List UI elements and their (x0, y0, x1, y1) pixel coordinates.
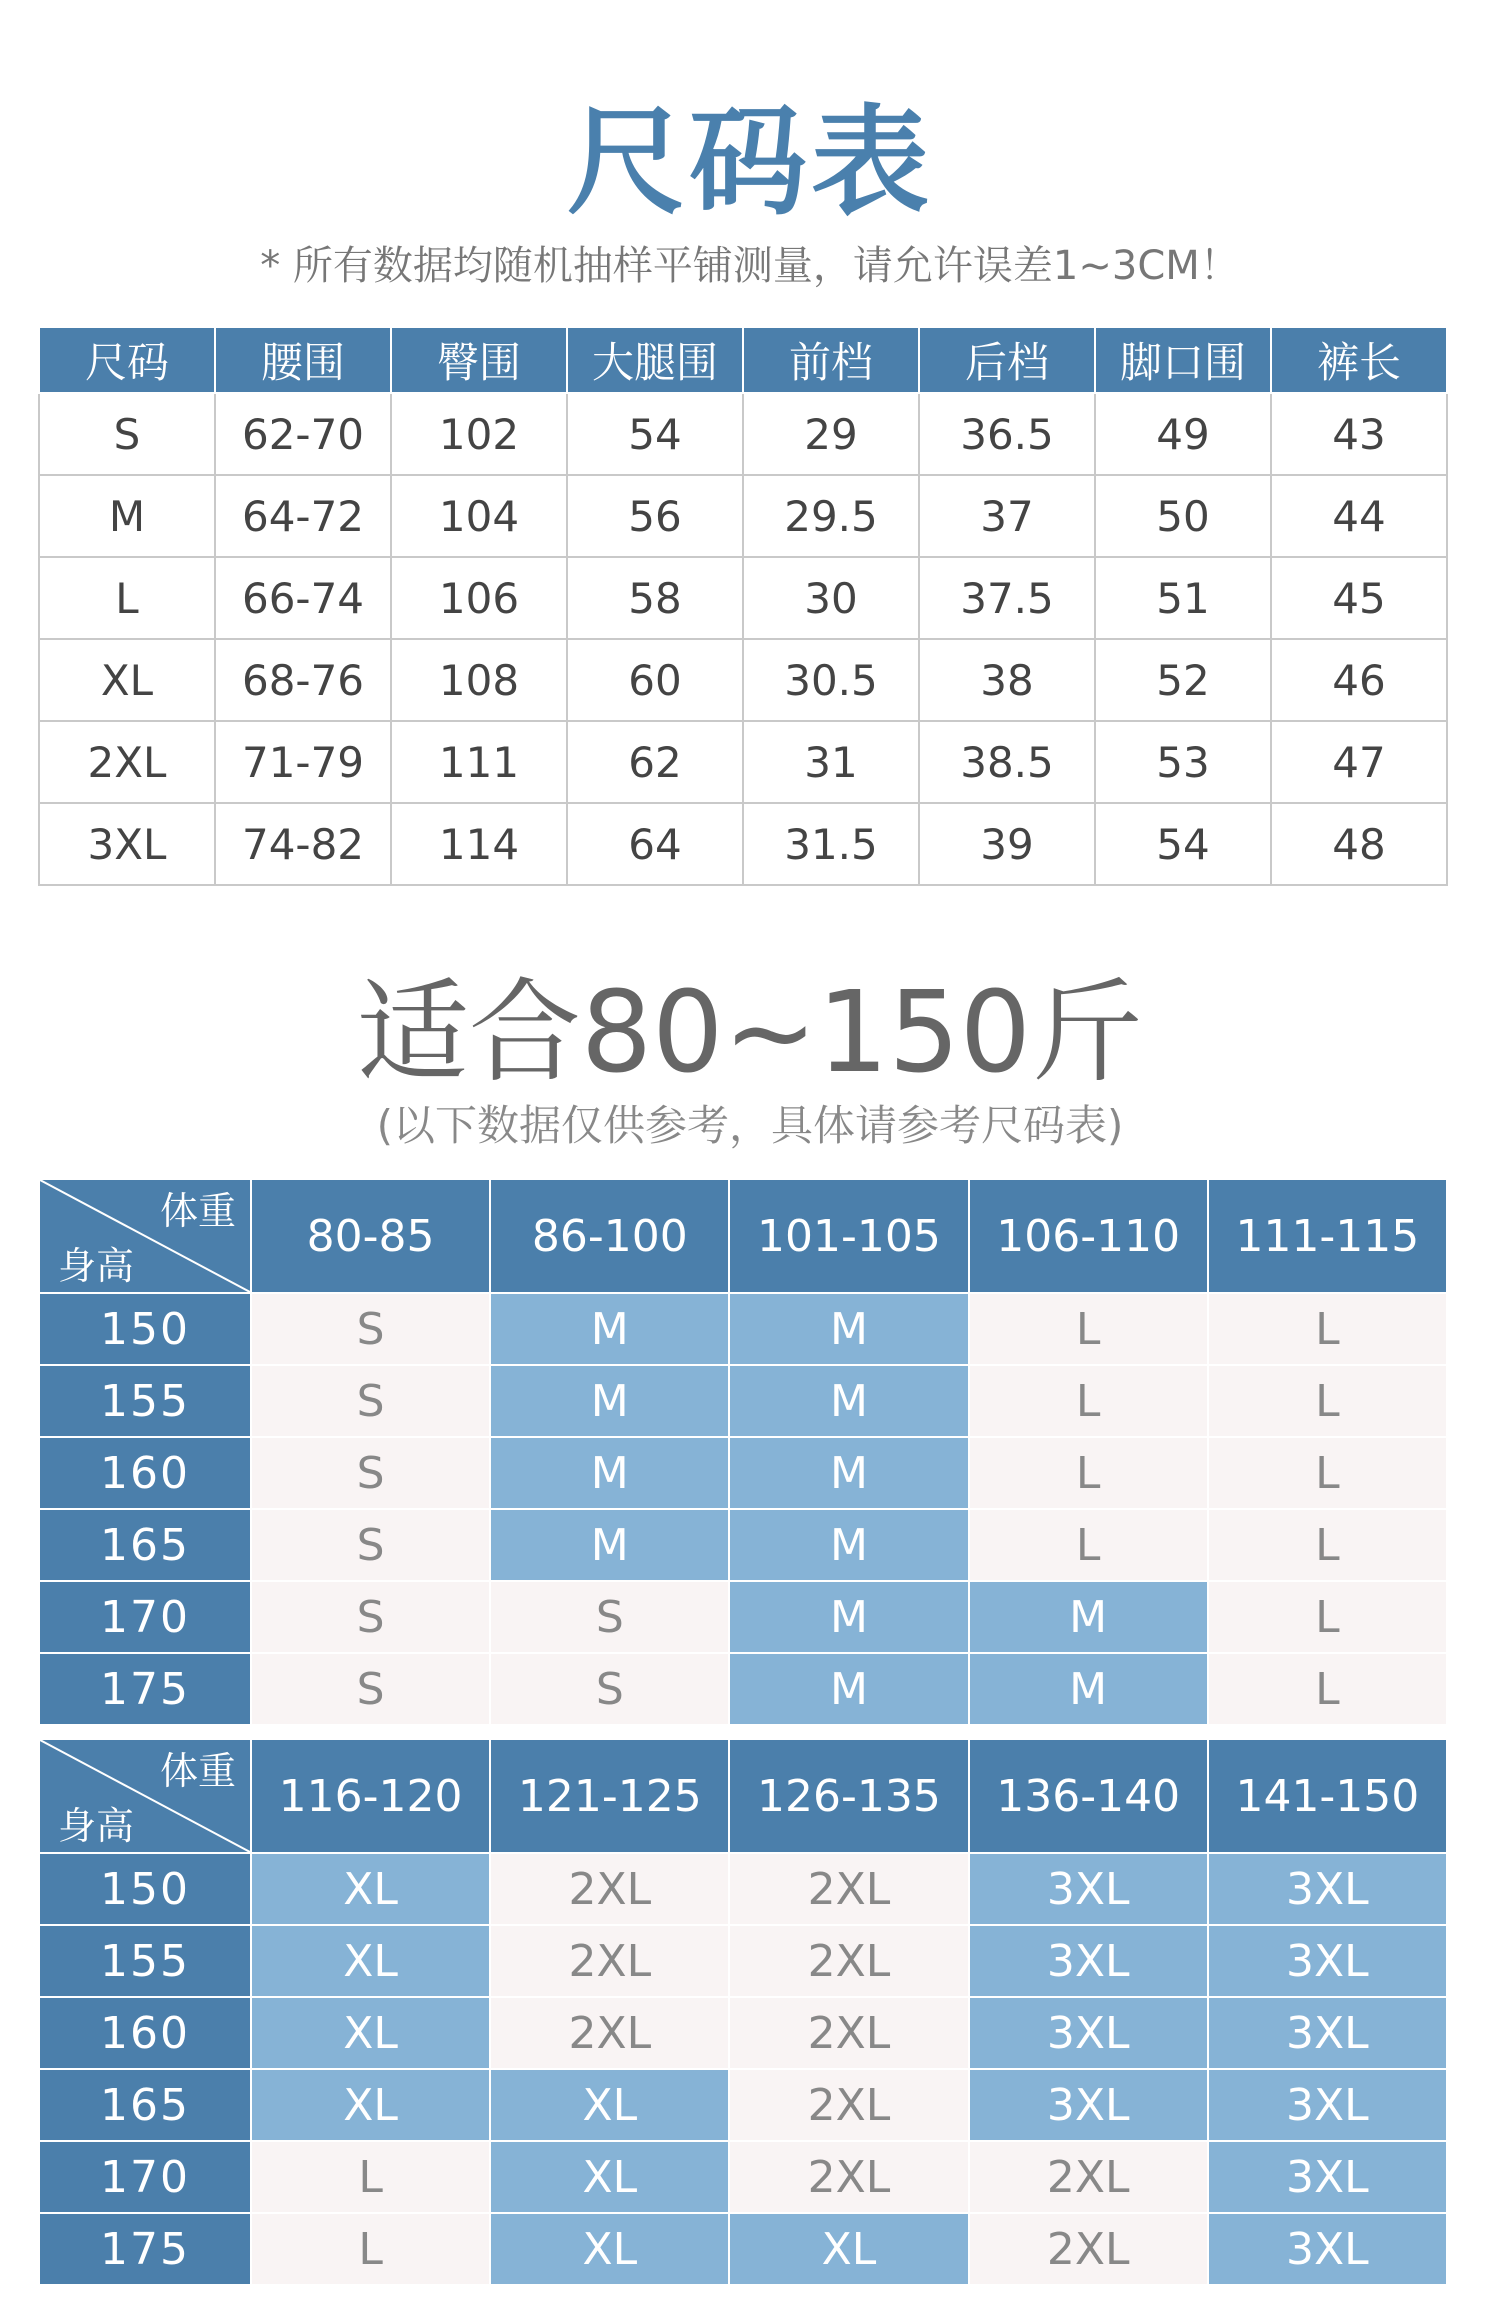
recommended-size-cell: 3XL (1208, 1997, 1447, 2069)
recommended-size-cell: L (1208, 1293, 1447, 1365)
size-label-cell: 3XL (39, 803, 215, 885)
corner-diagonal-header (40, 1180, 250, 1292)
size-chart-column-header: 大腿围 (567, 327, 743, 393)
recommended-size-cell: XL (490, 2069, 729, 2141)
page-title: 尺码表 (566, 93, 933, 231)
measurement-cell: 47 (1271, 721, 1447, 803)
measurement-cell: 29.5 (743, 475, 919, 557)
measurement-cell: 51 (1095, 557, 1271, 639)
measurement-cell: 50 (1095, 475, 1271, 557)
recommended-size-cell: L (969, 1293, 1208, 1365)
measurement-cell: 54 (1095, 803, 1271, 885)
measurement-cell: 104 (391, 475, 567, 557)
recommended-size-cell: L (1208, 1653, 1447, 1725)
recommended-size-cell: S (251, 1581, 490, 1653)
recommended-size-cell: S (251, 1293, 490, 1365)
measurement-cell: 106 (391, 557, 567, 639)
fit-header-row (39, 1179, 1447, 1293)
height-label-cell: 155 (39, 1365, 251, 1437)
measurement-cell: 108 (391, 639, 567, 721)
fit-row (39, 1925, 1447, 1997)
recommended-size-cell: S (251, 1653, 490, 1725)
measurement-cell: 62 (567, 721, 743, 803)
fit-row (39, 1853, 1447, 1925)
height-label-cell: 170 (39, 2141, 251, 2213)
recommended-size-cell: L (1208, 1365, 1447, 1437)
fit-row (39, 2141, 1447, 2213)
size-label-cell: S (39, 393, 215, 475)
measurement-cell: 39 (919, 803, 1095, 885)
recommended-size-cell: M (729, 1365, 968, 1437)
recommended-size-cell: 2XL (729, 1997, 968, 2069)
size-chart-column-header: 前档 (743, 327, 919, 393)
measurement-cell: 31.5 (743, 803, 919, 885)
corner-weight-label: 体重 (159, 1749, 236, 1793)
recommended-size-cell: M (729, 1437, 968, 1509)
weight-range-header: 86-100 (490, 1179, 729, 1293)
size-label-cell: M (39, 475, 215, 557)
recommended-size-cell: S (251, 1509, 490, 1581)
measurement-cell: 48 (1271, 803, 1447, 885)
weight-range-header: 101-105 (729, 1179, 968, 1293)
recommended-size-cell: 2XL (729, 2069, 968, 2141)
recommended-size-cell: 3XL (1208, 2141, 1447, 2213)
fit-header-row (39, 1739, 1447, 1853)
fit-row (39, 1581, 1447, 1653)
size-label-cell: 2XL (39, 721, 215, 803)
size-label-cell: L (39, 557, 215, 639)
recommended-size-cell: 2XL (490, 1853, 729, 1925)
recommended-size-cell: S (490, 1581, 729, 1653)
recommended-size-cell: L (1208, 1509, 1447, 1581)
fit-row (39, 1365, 1447, 1437)
measurement-cell: 111 (391, 721, 567, 803)
recommended-size-cell: L (969, 1365, 1208, 1437)
recommended-size-cell: M (490, 1293, 729, 1365)
recommended-size-cell: S (251, 1365, 490, 1437)
fit-row (39, 1293, 1447, 1365)
recommended-size-cell: M (490, 1509, 729, 1581)
measurement-cell: 49 (1095, 393, 1271, 475)
measurement-cell: 53 (1095, 721, 1271, 803)
recommended-size-cell: XL (251, 1997, 490, 2069)
measurement-cell: 64-72 (215, 475, 391, 557)
weight-range-header: 106-110 (969, 1179, 1208, 1293)
height-label-cell: 165 (39, 1509, 251, 1581)
recommended-size-cell: M (729, 1509, 968, 1581)
height-label-cell: 155 (39, 1925, 251, 1997)
height-label-cell: 175 (39, 1653, 251, 1725)
size-chart-column-header: 后档 (919, 327, 1095, 393)
recommended-size-cell: 2XL (729, 1853, 968, 1925)
recommended-size-cell: L (251, 2141, 490, 2213)
measurement-cell: 44 (1271, 475, 1447, 557)
size-chart-column-header: 臀围 (391, 327, 567, 393)
recommended-size-cell: L (969, 1437, 1208, 1509)
measurement-cell: 36.5 (919, 393, 1095, 475)
fit-row (39, 1437, 1447, 1509)
size-chart-column-header: 脚口围 (1095, 327, 1271, 393)
recommended-size-cell: M (969, 1581, 1208, 1653)
measurement-cell: 74-82 (215, 803, 391, 885)
size-chart-column-header: 腰围 (215, 327, 391, 393)
recommended-size-cell: 2XL (969, 2213, 1208, 2285)
fit-table-light-weights (38, 1178, 1448, 1726)
weight-range-header: 121-125 (490, 1739, 729, 1853)
weight-range-header: 136-140 (969, 1739, 1208, 1853)
weight-range-header: 80-85 (251, 1179, 490, 1293)
recommended-size-cell: 3XL (969, 1925, 1208, 1997)
measurement-cell: 68-76 (215, 639, 391, 721)
recommended-size-cell: S (251, 1437, 490, 1509)
measurement-cell: 102 (391, 393, 567, 475)
measurement-cell: 71-79 (215, 721, 391, 803)
size-chart-header-row (39, 327, 1447, 393)
measurement-cell: 46 (1271, 639, 1447, 721)
height-label-cell: 175 (39, 2213, 251, 2285)
size-chart-row (39, 803, 1447, 885)
measurement-cell: 56 (567, 475, 743, 557)
recommended-size-cell: 3XL (1208, 2213, 1447, 2285)
recommended-size-cell: 2XL (729, 2141, 968, 2213)
measurement-cell: 45 (1271, 557, 1447, 639)
recommended-size-cell: M (729, 1581, 968, 1653)
height-label-cell: 150 (39, 1853, 251, 1925)
corner-header-cell (39, 1739, 251, 1853)
measurement-cell: 62-70 (215, 393, 391, 475)
height-label-cell: 160 (39, 1437, 251, 1509)
recommended-size-cell: L (251, 2213, 490, 2285)
corner-diagonal-header (40, 1740, 250, 1852)
fit-table-heavy-weights (38, 1738, 1448, 2286)
height-label-cell: 170 (39, 1581, 251, 1653)
recommended-size-cell: 2XL (969, 2141, 1208, 2213)
measurement-cell: 114 (391, 803, 567, 885)
size-chart-row (39, 721, 1447, 803)
measurement-cell: 58 (567, 557, 743, 639)
measurement-cell: 31 (743, 721, 919, 803)
size-chart-row (39, 639, 1447, 721)
weight-range-header: 111-115 (1208, 1179, 1447, 1293)
recommended-size-cell: XL (490, 2141, 729, 2213)
recommended-size-cell: 3XL (1208, 1925, 1447, 1997)
weight-range-header: 126-135 (729, 1739, 968, 1853)
measurement-cell: 38.5 (919, 721, 1095, 803)
fit-row (39, 2069, 1447, 2141)
measurement-cell: 37.5 (919, 557, 1095, 639)
recommended-size-cell: 2XL (490, 1925, 729, 1997)
recommended-size-cell: M (969, 1653, 1208, 1725)
corner-weight-label: 体重 (159, 1189, 236, 1233)
recommended-size-cell: 3XL (969, 1853, 1208, 1925)
size-chart-table (38, 326, 1448, 886)
recommended-size-cell: M (729, 1293, 968, 1365)
recommended-size-cell: L (1208, 1437, 1447, 1509)
recommended-size-cell: XL (490, 2213, 729, 2285)
recommended-size-cell: XL (729, 2213, 968, 2285)
fit-row (39, 1653, 1447, 1725)
recommended-size-cell: 3XL (969, 2069, 1208, 2141)
measurement-cell: 66-74 (215, 557, 391, 639)
size-chart-row (39, 475, 1447, 557)
corner-header-cell (39, 1179, 251, 1293)
height-label-cell: 150 (39, 1293, 251, 1365)
measurement-cell: 52 (1095, 639, 1271, 721)
size-label-cell: XL (39, 639, 215, 721)
weight-range-header: 141-150 (1208, 1739, 1447, 1853)
measurement-cell: 54 (567, 393, 743, 475)
measurement-cell: 60 (567, 639, 743, 721)
fit-row (39, 1509, 1447, 1581)
recommended-size-cell: XL (251, 2069, 490, 2141)
measurement-cell: 37 (919, 475, 1095, 557)
recommended-size-cell: XL (251, 1925, 490, 1997)
measurement-cell: 43 (1271, 393, 1447, 475)
measurement-cell: 64 (567, 803, 743, 885)
measurement-note: * 所有数据均随机抽样平铺测量，请允许误差1~3CM！ (260, 243, 1240, 289)
measurement-cell: 29 (743, 393, 919, 475)
recommended-size-cell: 2XL (729, 1925, 968, 1997)
size-chart-row (39, 393, 1447, 475)
size-chart-row (39, 557, 1447, 639)
measurement-cell: 38 (919, 639, 1095, 721)
recommended-size-cell: 3XL (1208, 2069, 1447, 2141)
size-chart-column-header: 尺码 (39, 327, 215, 393)
recommended-size-cell: L (969, 1509, 1208, 1581)
fit-row (39, 1997, 1447, 2069)
recommended-size-cell: M (490, 1437, 729, 1509)
recommended-size-cell: S (490, 1653, 729, 1725)
measurement-cell: 30.5 (743, 639, 919, 721)
size-chart-column-header: 裤长 (1271, 327, 1447, 393)
recommended-size-cell: M (729, 1653, 968, 1725)
recommended-size-cell: 3XL (969, 1997, 1208, 2069)
recommended-size-cell: 2XL (490, 1997, 729, 2069)
fit-row (39, 2213, 1447, 2285)
measurement-cell: 30 (743, 557, 919, 639)
fit-range-note: (以下数据仅供参考，具体请参考尺码表) (376, 1101, 1124, 1150)
fit-range-title: 适合80~150斤 (356, 968, 1144, 1098)
recommended-size-cell: XL (251, 1853, 490, 1925)
weight-range-header: 116-120 (251, 1739, 490, 1853)
height-label-cell: 160 (39, 1997, 251, 2069)
corner-height-label: 身高 (58, 1804, 135, 1848)
recommended-size-cell: 3XL (1208, 1853, 1447, 1925)
corner-height-label: 身高 (58, 1244, 135, 1288)
recommended-size-cell: L (1208, 1581, 1447, 1653)
recommended-size-cell: M (490, 1365, 729, 1437)
height-label-cell: 165 (39, 2069, 251, 2141)
